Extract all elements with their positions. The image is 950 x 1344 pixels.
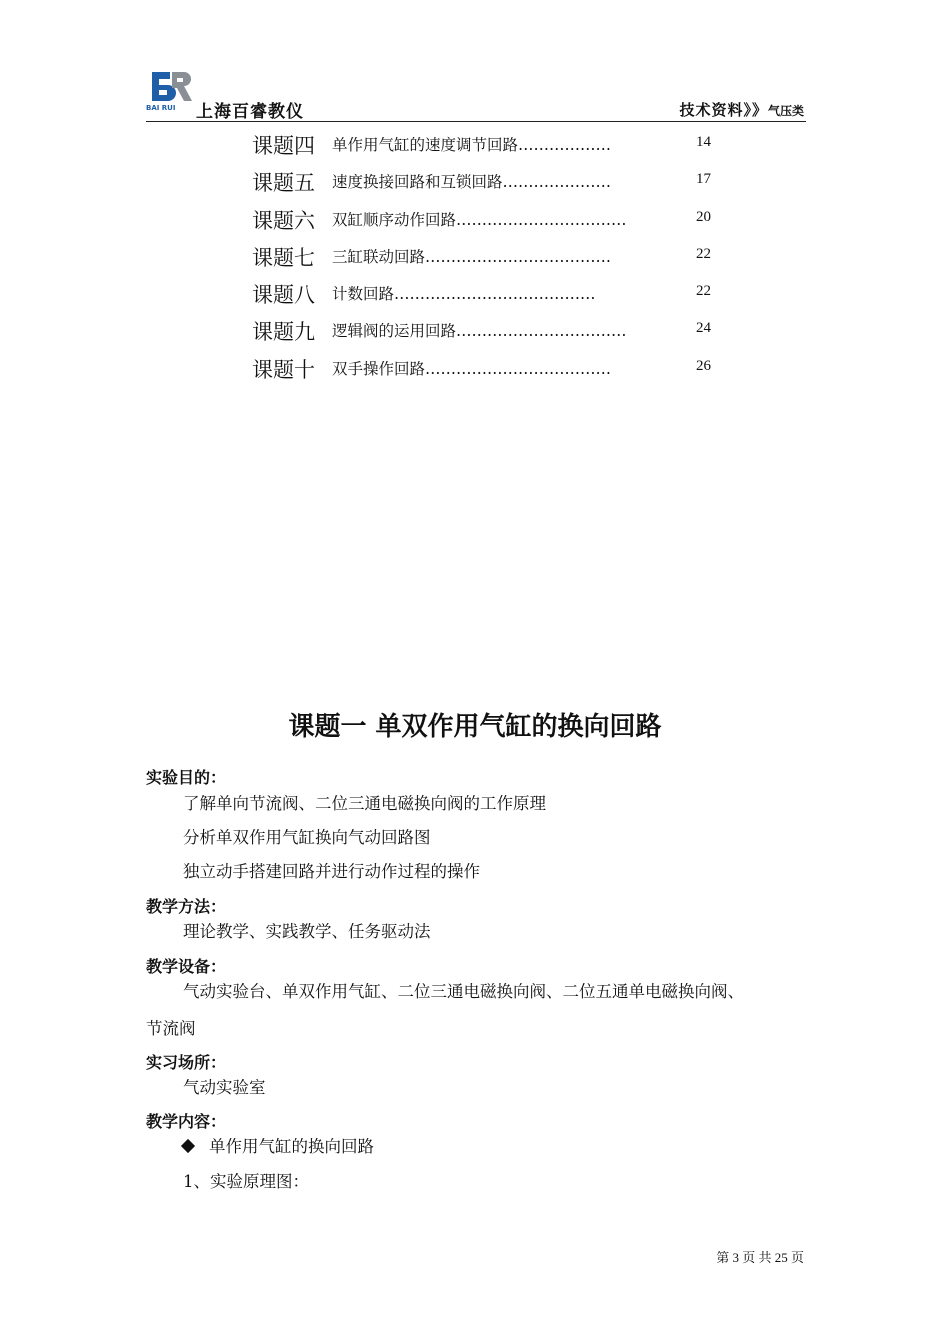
- toc-title: 逻辑阀的运用回路……………………………: [332, 322, 627, 341]
- toc-page-number: 22: [696, 245, 711, 262]
- purpose-item: 分析单双作用气缸换向气动回路图: [183, 828, 431, 847]
- company-name: 上海百睿教仪: [196, 102, 304, 122]
- page-number-footer: 第 3 页 共 25 页: [716, 1250, 804, 1265]
- doc-type-sub: 气压类: [767, 104, 804, 118]
- toc-label: 课题七: [252, 245, 315, 270]
- toc-row[interactable]: [252, 238, 732, 275]
- equipment-text: 气动实验台、单双作用气缸、二位三通电磁换向阀、二位五通单电磁换向阀、: [183, 982, 744, 1001]
- purpose-item: 了解单向节流阀、二位三通电磁换向阀的工作原理: [183, 794, 546, 813]
- purpose-item: 独立动手搭建回路并进行动作过程的操作: [183, 862, 480, 881]
- toc-title: 双手操作回路………………………………: [332, 359, 612, 378]
- toc-page-number: 17: [696, 171, 711, 188]
- toc-label: 课题九: [252, 320, 315, 345]
- content-step: 1、实验原理图：: [183, 1172, 309, 1191]
- equipment-text-continued: 节流阀: [146, 1019, 196, 1038]
- content-bullet-item: [183, 1133, 374, 1157]
- toc-page-number: 22: [696, 283, 711, 300]
- toc-title: 计数回路…………………………………: [332, 285, 596, 304]
- toc-page-number: 26: [696, 357, 711, 374]
- method-text: 理论教学、实践教学、任务驱动法: [183, 922, 431, 941]
- toc-title: 三缸联动回路………………………………: [332, 247, 612, 266]
- toc-row[interactable]: [252, 163, 732, 200]
- toc-label: 课题四: [252, 134, 315, 158]
- equipment-heading: 教学设备：: [146, 957, 227, 976]
- toc-page-number: 20: [696, 208, 711, 225]
- header-divider: [146, 121, 806, 122]
- company-logo: [146, 70, 194, 114]
- logo-text: BAI RUI: [146, 104, 176, 112]
- place-heading: 实习场所：: [146, 1053, 227, 1072]
- diamond-bullet-icon: [181, 1138, 195, 1152]
- content-bullet-text: 单作用气缸的换向回路: [209, 1137, 374, 1156]
- toc-row[interactable]: [252, 312, 732, 349]
- method-heading: 教学方法：: [146, 897, 227, 916]
- toc-row[interactable]: [252, 350, 732, 387]
- doc-type-main: 技术资料》》: [679, 101, 768, 119]
- section-title: 课题一 单双作用气缸的换向回路: [288, 712, 662, 742]
- place-text: 气动实验室: [183, 1078, 266, 1097]
- purpose-heading: 实验目的：: [146, 768, 227, 787]
- toc-page-number: 14: [696, 134, 711, 150]
- toc-title: 单作用气缸的速度调节回路………………: [332, 136, 612, 154]
- toc-label: 课题十: [252, 357, 315, 382]
- toc-page-number: 24: [696, 320, 711, 337]
- toc-label: 课题五: [252, 171, 315, 196]
- toc-title: 双缸顺序动作回路……………………………: [332, 210, 627, 229]
- toc-row[interactable]: [252, 126, 732, 163]
- toc-title: 速度换接回路和互锁回路…………………: [332, 173, 612, 192]
- toc-label: 课题六: [252, 208, 315, 233]
- toc-row[interactable]: [252, 201, 732, 238]
- toc-row[interactable]: [252, 275, 732, 312]
- content-heading: 教学内容：: [146, 1112, 227, 1131]
- document-type: [679, 99, 804, 120]
- table-of-contents: [252, 126, 732, 387]
- toc-label: 课题八: [252, 283, 315, 308]
